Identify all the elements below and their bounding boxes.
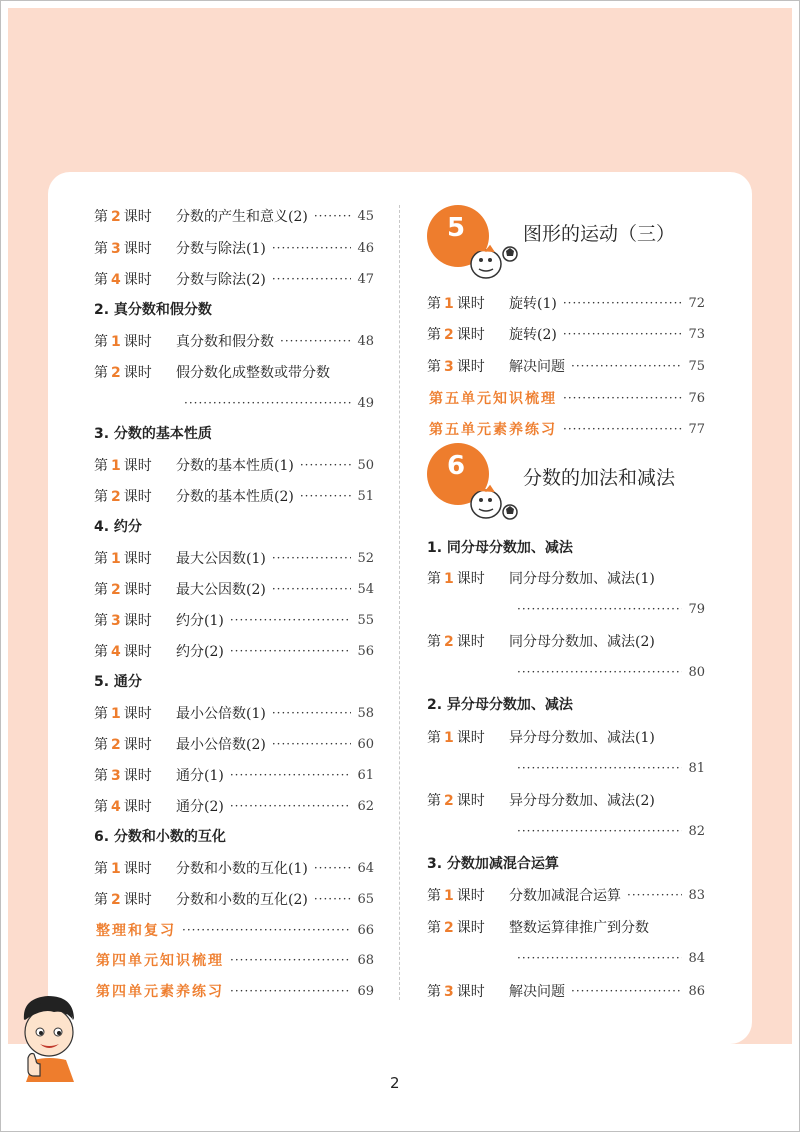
leader-dots — [272, 241, 352, 255]
lesson-prefix: 第 — [94, 582, 108, 598]
page-ref: 86 — [688, 983, 705, 999]
leader-dots — [517, 602, 682, 616]
lesson-number: 2 — [111, 365, 121, 381]
entry-title: 最大公因数(1) — [176, 551, 266, 567]
lesson-prefix: 第 — [427, 359, 441, 375]
entry-title: 解决问题 — [509, 359, 565, 375]
page-ref: 51 — [357, 488, 374, 504]
page-ref: 60 — [357, 736, 374, 752]
toc-entry — [94, 578, 374, 600]
page-number: 2 — [390, 1074, 400, 1092]
lesson-label — [427, 631, 507, 651]
leader-dots — [571, 359, 682, 373]
leader-dots — [517, 951, 682, 965]
lesson-suffix: 课时 — [123, 706, 152, 722]
page-ref: 76 — [688, 390, 705, 406]
lesson-prefix: 第 — [427, 920, 441, 936]
lesson-label — [94, 269, 174, 289]
toc-entry — [427, 418, 705, 440]
lesson-number: 2 — [111, 489, 121, 505]
toc-entry — [94, 888, 374, 910]
toc-entry — [94, 454, 374, 476]
lesson-label — [427, 917, 507, 937]
lesson-label — [427, 981, 507, 1001]
entry-title: 第五单元素养练习 — [429, 422, 557, 438]
page-ref: 58 — [357, 705, 374, 721]
lesson-number: 3 — [444, 359, 454, 375]
toc-entry — [94, 268, 374, 290]
lesson-number: 2 — [444, 634, 454, 650]
section-heading: 5. 通分 — [94, 674, 142, 690]
entry-title: 分数加减混合运算 — [509, 888, 621, 904]
lesson-suffix: 课时 — [123, 458, 152, 474]
toc-entry — [427, 323, 705, 345]
lesson-suffix: 课时 — [456, 634, 485, 650]
lesson-label — [94, 548, 174, 568]
page-ref: 55 — [357, 612, 374, 628]
lesson-label — [94, 796, 174, 816]
page-ref: 62 — [357, 798, 374, 814]
lesson-label — [94, 703, 174, 723]
lesson-label — [427, 324, 507, 344]
entry-title: 分数的产生和意义(2) — [176, 209, 308, 225]
lesson-prefix: 第 — [94, 551, 108, 567]
leader-dots — [314, 209, 352, 223]
leader-dots — [517, 761, 682, 775]
lesson-suffix: 课时 — [456, 571, 485, 587]
leader-dots — [272, 582, 352, 596]
lesson-label — [94, 610, 174, 630]
entry-title: 整理和复习 — [96, 923, 176, 939]
toc-entry — [94, 485, 374, 507]
lesson-suffix: 课时 — [456, 296, 485, 312]
lesson-prefix: 第 — [94, 737, 108, 753]
section-heading: 2. 真分数和假分数 — [94, 302, 212, 318]
lesson-suffix: 课时 — [123, 861, 152, 877]
lesson-label — [94, 238, 174, 258]
entry-title: 整数运算律推广到分数 — [509, 920, 649, 936]
lesson-suffix: 课时 — [123, 365, 152, 381]
lesson-prefix: 第 — [427, 327, 441, 343]
page-ref: 65 — [357, 891, 374, 907]
lesson-suffix: 课时 — [123, 209, 152, 225]
lesson-prefix: 第 — [94, 892, 108, 908]
lesson-suffix: 课时 — [456, 359, 485, 375]
lesson-prefix: 第 — [94, 489, 108, 505]
lesson-prefix: 第 — [94, 799, 108, 815]
entry-title: 最小公倍数(2) — [176, 737, 266, 753]
leader-dots — [563, 391, 682, 405]
leader-dots — [230, 799, 352, 813]
leader-dots — [230, 768, 352, 782]
leader-dots — [627, 888, 682, 902]
entry-title: 第四单元素养练习 — [96, 984, 224, 1000]
entry-title: 分数和小数的互化(1) — [176, 861, 308, 877]
toc-entry — [427, 916, 705, 938]
lesson-number: 1 — [111, 334, 121, 350]
lesson-label — [427, 885, 507, 905]
lesson-suffix: 课时 — [123, 768, 152, 784]
toc-entry — [94, 330, 374, 352]
lesson-label — [94, 362, 174, 382]
toc-entry — [94, 733, 374, 755]
lesson-number: 1 — [444, 571, 454, 587]
leader-dots — [314, 861, 352, 875]
entry-title: 同分母分数加、减法(1) — [509, 571, 655, 587]
toc-entry — [427, 980, 705, 1002]
leader-dots — [280, 334, 351, 348]
toc-entry — [427, 630, 705, 652]
lesson-suffix: 课时 — [123, 334, 152, 350]
lesson-suffix: 课时 — [456, 730, 485, 746]
page-ref: 68 — [357, 952, 374, 968]
lesson-suffix: 课时 — [456, 888, 485, 904]
unit-5-title-text: 图形的运动（三） — [523, 223, 676, 245]
lesson-label — [94, 486, 174, 506]
leader-dots — [571, 984, 682, 998]
leader-dots — [230, 613, 352, 627]
toc-entry — [94, 609, 374, 631]
toc-entry-continuation — [517, 820, 705, 842]
page-ref: 75 — [688, 358, 705, 374]
leader-dots — [517, 665, 682, 679]
lesson-label — [94, 455, 174, 475]
toc-entry — [427, 726, 705, 748]
entry-title: 解决问题 — [509, 984, 565, 1000]
toc-entry — [94, 361, 374, 383]
lesson-suffix: 课时 — [123, 489, 152, 505]
lesson-suffix: 课时 — [123, 737, 152, 753]
entry-title: 分数与除法(1) — [176, 241, 266, 257]
page-ref: 66 — [357, 922, 374, 938]
lesson-label — [94, 331, 174, 351]
lesson-suffix: 课时 — [123, 551, 152, 567]
lesson-number: 1 — [444, 730, 454, 746]
page-ref: 61 — [357, 767, 374, 783]
entry-title: 假分数化成整数或带分数 — [176, 365, 330, 381]
lesson-label — [427, 568, 507, 588]
toc-entry — [94, 980, 374, 1002]
lesson-suffix: 课时 — [123, 582, 152, 598]
lesson-label — [94, 734, 174, 754]
lesson-number: 2 — [111, 582, 121, 598]
lesson-suffix: 课时 — [123, 613, 152, 629]
page-ref: 73 — [688, 326, 705, 342]
boy-mascot-icon — [14, 990, 86, 1082]
lesson-number: 1 — [444, 296, 454, 312]
leader-dots — [314, 892, 352, 906]
toc-entry-continuation — [184, 392, 374, 414]
leader-dots — [272, 737, 352, 751]
lesson-prefix: 第 — [427, 793, 441, 809]
lesson-label — [427, 356, 507, 376]
lesson-number: 2 — [111, 737, 121, 753]
dinosaur-mascot-icon — [464, 478, 524, 522]
toc-entry — [94, 702, 374, 724]
dinosaur-mascot-icon — [464, 238, 524, 282]
page-ref: 69 — [357, 983, 374, 999]
page-ref: 49 — [357, 395, 374, 411]
toc-entry — [427, 355, 705, 377]
lesson-suffix: 课时 — [123, 799, 152, 815]
lesson-prefix: 第 — [94, 241, 108, 257]
toc-entry — [94, 919, 374, 941]
section-heading: 6. 分数和小数的互化 — [94, 829, 226, 845]
lesson-label — [94, 889, 174, 909]
leader-dots — [184, 396, 351, 410]
lesson-prefix: 第 — [427, 634, 441, 650]
entry-title: 分数和小数的互化(2) — [176, 892, 308, 908]
toc-entry — [94, 764, 374, 786]
lesson-number: 2 — [444, 327, 454, 343]
lesson-number: 1 — [111, 706, 121, 722]
leader-dots — [300, 458, 352, 472]
section-heading: 3. 分数加减混合运算 — [427, 856, 559, 872]
entry-title: 第四单元知识梳理 — [96, 953, 224, 969]
lesson-prefix: 第 — [94, 334, 108, 350]
lesson-prefix: 第 — [94, 458, 108, 474]
entry-title: 分数的基本性质(1) — [176, 458, 294, 474]
toc-entry — [94, 795, 374, 817]
lesson-label — [94, 206, 174, 226]
toc-entry-continuation — [517, 947, 705, 969]
page-ref: 80 — [688, 664, 705, 680]
leader-dots — [300, 489, 352, 503]
toc-entry — [427, 567, 705, 589]
lesson-label — [94, 858, 174, 878]
page-ref: 84 — [688, 950, 705, 966]
leader-dots — [230, 644, 352, 658]
section-heading: 4. 约分 — [94, 519, 142, 535]
lesson-number: 4 — [111, 644, 121, 660]
lesson-prefix: 第 — [94, 365, 108, 381]
leader-dots — [182, 923, 351, 937]
section-heading: 1. 同分母分数加、减法 — [427, 540, 573, 556]
entry-title: 异分母分数加、减法(1) — [509, 730, 655, 746]
leader-dots — [230, 984, 351, 998]
lesson-suffix: 课时 — [123, 272, 152, 288]
toc-entry-continuation — [517, 598, 705, 620]
lesson-number: 2 — [444, 920, 454, 936]
leader-dots — [517, 824, 682, 838]
page-ref: 45 — [357, 208, 374, 224]
lesson-suffix: 课时 — [456, 920, 485, 936]
toc-entry — [427, 789, 705, 811]
lesson-prefix: 第 — [94, 861, 108, 877]
entry-title: 最大公因数(2) — [176, 582, 266, 598]
leader-dots — [272, 551, 352, 565]
page-ref: 79 — [688, 601, 705, 617]
lesson-number: 3 — [111, 241, 121, 257]
toc-entry — [427, 292, 705, 314]
toc-entry — [427, 884, 705, 906]
lesson-number: 1 — [111, 551, 121, 567]
lesson-number: 2 — [111, 209, 121, 225]
toc-entry — [94, 949, 374, 971]
page-ref: 81 — [688, 760, 705, 776]
lesson-number: 1 — [111, 458, 121, 474]
leader-dots — [272, 706, 352, 720]
page-ref: 54 — [357, 581, 374, 597]
lesson-number: 3 — [444, 984, 454, 1000]
unit-6-title: 分数的加法和减法 — [523, 467, 676, 489]
lesson-number: 1 — [444, 888, 454, 904]
section-heading: 3. 分数的基本性质 — [94, 426, 212, 442]
lesson-number: 1 — [111, 861, 121, 877]
leader-dots — [272, 272, 352, 286]
lesson-number: 2 — [444, 793, 454, 809]
toc-entry — [94, 205, 374, 227]
lesson-prefix: 第 — [94, 768, 108, 784]
page-ref: 52 — [357, 550, 374, 566]
lesson-label — [427, 293, 507, 313]
column-divider — [399, 205, 400, 1000]
toc-entry-continuation — [517, 661, 705, 683]
lesson-suffix: 课时 — [123, 892, 152, 908]
lesson-number: 2 — [111, 892, 121, 908]
section-heading: 2. 异分母分数加、减法 — [427, 697, 573, 713]
lesson-label — [94, 765, 174, 785]
toc-entry — [94, 640, 374, 662]
entry-title: 分数与除法(2) — [176, 272, 266, 288]
toc-entry — [427, 387, 705, 409]
lesson-number: 4 — [111, 799, 121, 815]
leader-dots — [563, 296, 683, 310]
lesson-prefix: 第 — [427, 296, 441, 312]
entry-title: 通分(1) — [176, 768, 224, 784]
lesson-suffix: 课时 — [123, 241, 152, 257]
page-ref: 50 — [357, 457, 374, 473]
lesson-prefix: 第 — [94, 209, 108, 225]
leader-dots — [563, 327, 683, 341]
lesson-number: 3 — [111, 768, 121, 784]
page-ref: 64 — [357, 860, 374, 876]
lesson-prefix: 第 — [94, 706, 108, 722]
lesson-prefix: 第 — [94, 613, 108, 629]
lesson-suffix: 课时 — [456, 793, 485, 809]
page-ref: 47 — [357, 271, 374, 287]
lesson-suffix: 课时 — [456, 984, 485, 1000]
entry-title: 异分母分数加、减法(2) — [509, 793, 655, 809]
lesson-prefix: 第 — [94, 644, 108, 660]
toc-entry — [94, 547, 374, 569]
lesson-label — [427, 727, 507, 747]
lesson-label — [94, 579, 174, 599]
page-ref: 48 — [357, 333, 374, 349]
entry-title: 旋转(1) — [509, 296, 557, 312]
leader-dots — [563, 422, 682, 436]
entry-title: 约分(2) — [176, 644, 224, 660]
page-ref: 46 — [357, 240, 374, 256]
page-ref: 56 — [357, 643, 374, 659]
page-ref: 72 — [688, 295, 705, 311]
lesson-label — [427, 790, 507, 810]
toc-entry-continuation — [517, 757, 705, 779]
lesson-number: 4 — [111, 272, 121, 288]
lesson-prefix: 第 — [427, 888, 441, 904]
lesson-number: 3 — [111, 613, 121, 629]
lesson-suffix: 课时 — [123, 644, 152, 660]
entry-title: 通分(2) — [176, 799, 224, 815]
lesson-label — [94, 641, 174, 661]
lesson-prefix: 第 — [427, 730, 441, 746]
toc-entry — [94, 237, 374, 259]
page-ref: 82 — [688, 823, 705, 839]
lesson-prefix: 第 — [427, 571, 441, 587]
lesson-prefix: 第 — [427, 984, 441, 1000]
entry-title: 真分数和假分数 — [176, 334, 274, 350]
unit-number: 6 — [447, 451, 466, 481]
toc-entry — [94, 857, 374, 879]
entry-title: 约分(1) — [176, 613, 224, 629]
entry-title: 旋转(2) — [509, 327, 557, 343]
entry-title: 第五单元知识梳理 — [429, 391, 557, 407]
entry-title: 同分母分数加、减法(2) — [509, 634, 655, 650]
page-ref: 83 — [688, 887, 705, 903]
page-ref: 77 — [688, 421, 705, 437]
unit-number: 5 — [447, 213, 466, 243]
entry-title: 最小公倍数(1) — [176, 706, 266, 722]
leader-dots — [230, 953, 351, 967]
entry-title: 分数的基本性质(2) — [176, 489, 294, 505]
lesson-prefix: 第 — [94, 272, 108, 288]
lesson-suffix: 课时 — [456, 327, 485, 343]
